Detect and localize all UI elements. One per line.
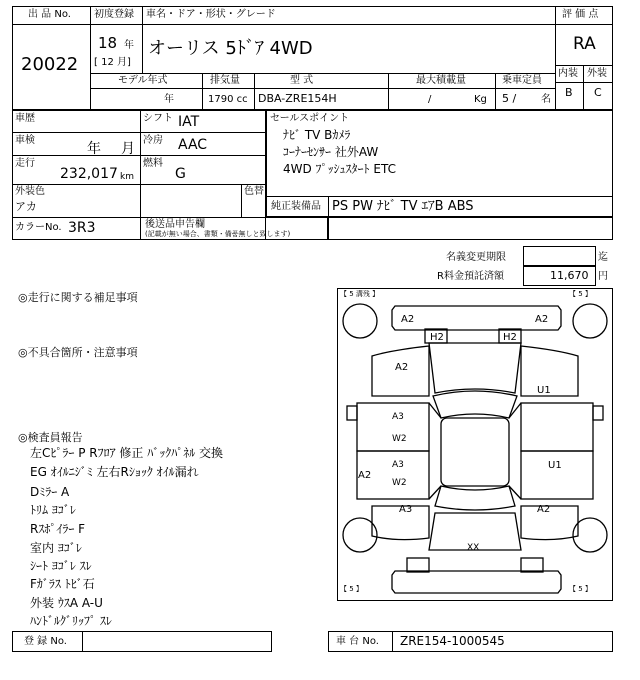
note-line: ﾊﾝﾄﾞﾙｸﾞﾘｯﾌﾟ ｽﾚ	[30, 614, 112, 628]
mark-door-fl-2: W2	[392, 434, 407, 444]
recycle-unit: 円	[598, 271, 608, 282]
reg-no-divider	[82, 631, 83, 652]
color-no-value: 3R3	[68, 220, 96, 236]
month-value: [ 12 月]	[94, 57, 131, 68]
recycle-label: R料金預託済額	[437, 271, 504, 282]
grade-label: 評 価 点	[562, 9, 599, 20]
tire-depth-top-left: 【 5 溝残 】	[340, 290, 380, 298]
mark-quarter-left: A3	[399, 504, 413, 515]
fuel-value: G	[175, 166, 186, 182]
first-reg-divider	[142, 6, 143, 73]
ac-value: AAC	[178, 137, 208, 153]
mirror-left	[347, 406, 357, 420]
mark-side-left: A2	[358, 470, 372, 481]
sales-line-1: ﾅﾋﾞ TV Bｶﾒﾗ	[283, 128, 351, 142]
note-line: Dﾐﾗｰ A	[30, 485, 70, 499]
shift-label: シフト	[143, 113, 173, 124]
spec-mid	[90, 88, 556, 89]
grade-divider-v	[583, 65, 584, 110]
type-label: 型 式	[290, 75, 314, 86]
year-value: 18	[98, 34, 118, 52]
interior-label: 内装	[558, 68, 578, 79]
spec-v3	[388, 73, 389, 110]
taillight-left	[407, 558, 429, 572]
after-note: (記載が無い場合、書類・備품無しと致します)	[145, 230, 291, 238]
after-label: 後送品申告欄	[145, 219, 205, 230]
mark-front-right: A2	[535, 314, 549, 325]
note-line: 左Cﾋﾟﾗｰ P Rﾌﾛｱ 修正 ﾊﾞｯｸﾊﾟﾈﾙ 交換	[30, 446, 224, 460]
chassis-label: 車 台 No.	[336, 636, 379, 647]
defect-title: ◎不具合箇所・注意事項	[18, 346, 138, 359]
displacement-value: 1790 cc	[208, 94, 248, 105]
grade-divider-2	[555, 65, 613, 66]
sales-line-2: ｺｰﾅｰｾﾝｻｰ 社外AW	[283, 145, 379, 159]
driving-title: ◎走行に関する補足事項	[18, 291, 138, 304]
car-name: オーリス 5ﾄﾞｱ 4WD	[148, 38, 313, 59]
note-line: Fｶﾞﾗｽ ﾄﾋﾞ石	[30, 577, 95, 591]
color-value: アカ	[15, 200, 37, 213]
note-line: ﾄﾘﾑ ﾖｺﾞﾚ	[30, 503, 76, 517]
note-line: 外装 ｳｽA A-U	[30, 596, 103, 610]
mark-h2-right: H2	[503, 332, 517, 343]
door-rear-right	[521, 451, 593, 499]
color-label: 外装色	[15, 186, 45, 197]
name-change-label: 名義変更期限	[446, 252, 506, 263]
car-diagram	[337, 288, 613, 601]
sales-line-3: 4WD ﾌﾟｯｼｭｽﾀｰﾄ ETC	[283, 162, 396, 176]
door-front-right	[521, 403, 593, 451]
note-line: EG ｵｲﾙﾆｼﾞﾐ 左右Rｼｮｯｸ ｵｲﾙ漏れ	[30, 465, 199, 479]
displacement-label: 排気量	[210, 75, 240, 86]
type-value: DBA-ZRE154H	[258, 92, 337, 105]
note-line: 室内 ﾖｺﾞﾚ	[30, 541, 82, 555]
spec-v2	[254, 73, 255, 110]
rear-bumper	[392, 571, 561, 593]
interior-value: B	[565, 86, 573, 99]
mileage-value: 232,017	[60, 166, 118, 182]
grade-value: RA	[573, 34, 596, 54]
shift-value: IAT	[178, 114, 200, 130]
mark-fender-left: A2	[395, 362, 409, 373]
inspector-title: ◎検査員報告	[18, 431, 83, 444]
tire-front-right	[573, 304, 607, 338]
car-header-divider	[90, 24, 556, 25]
mark-fender-right: U1	[537, 385, 551, 396]
equip-value: PS PW ﾅﾋﾞ TV ｴｱB ABS	[332, 199, 474, 214]
spec-top	[90, 73, 556, 74]
load-slash: /	[428, 94, 432, 105]
color-no-label: カラーNo.	[15, 222, 62, 233]
mileage-unit: km	[120, 172, 134, 182]
spec-v4	[495, 73, 496, 110]
mirror-right	[593, 406, 603, 420]
model-year-label: モデル年式	[118, 75, 168, 86]
name-change-unit: 迄	[598, 252, 608, 263]
capacity-value: 5 /	[502, 92, 517, 105]
spec-v1	[202, 73, 203, 110]
rear-window	[435, 486, 515, 510]
load-label: 最大積載量	[416, 75, 466, 86]
inspection-year: 年	[87, 141, 101, 157]
lot-number: 20022	[21, 54, 79, 75]
tire-front-left	[343, 304, 377, 338]
year-unit: 年	[124, 40, 134, 51]
reg-no-label: 登 録 No.	[24, 636, 67, 647]
mark-door-fl-1: A3	[392, 412, 404, 422]
capacity-label: 乗車定員	[502, 75, 542, 86]
note-line: Rｽﾎﾟｲﾗｰ F	[30, 522, 86, 536]
windshield	[433, 391, 517, 418]
equip-divider	[328, 196, 329, 217]
fuel-label: 燃料	[143, 158, 163, 169]
tire-depth-top-right: 【 5 】	[569, 290, 592, 298]
first-reg-label: 初度登録	[94, 9, 134, 20]
taillight-right	[521, 558, 543, 572]
grade-divider	[555, 24, 613, 25]
capacity-unit: 名	[541, 94, 551, 105]
recycle-value: 11,670	[550, 269, 589, 282]
lot-label: 出 品 No.	[28, 9, 71, 20]
chassis-value: ZRE154-1000545	[400, 634, 505, 648]
inspection-month: 月	[121, 141, 135, 157]
details-h3	[12, 184, 266, 185]
grade-box	[555, 6, 613, 110]
sales-divider	[266, 196, 613, 197]
mark-door-rr: U1	[548, 460, 562, 471]
car-label: 車名・ドア・形状・グレード	[146, 9, 276, 20]
load-unit: Kg	[474, 94, 487, 105]
chassis-divider	[392, 631, 393, 652]
mark-door-rl-2: W2	[392, 478, 407, 488]
equip-label: 純正装備品	[271, 201, 321, 212]
roof	[441, 418, 509, 486]
sales-title: セールスポイント	[270, 113, 350, 124]
exterior-value: C	[594, 86, 602, 99]
blank-box	[328, 217, 613, 240]
tire-depth-bottom-right: 【 5 】	[569, 585, 592, 593]
grade-divider-3	[555, 82, 613, 83]
details-v1	[140, 110, 141, 217]
lot-divider	[12, 24, 91, 25]
details-h2	[12, 155, 266, 156]
mileage-label: 走行	[15, 158, 35, 169]
mark-front-left: A2	[401, 314, 415, 325]
name-change-field	[523, 246, 596, 266]
mark-rear: XX	[467, 543, 480, 553]
tire-depth-bottom-left: 【 5 】	[340, 585, 363, 593]
inspection-label: 車検	[15, 135, 35, 146]
note-line: ｼｰﾄ ﾖｺﾞﾚ ｽﾚ	[30, 559, 92, 573]
mark-h2-left: H2	[430, 332, 444, 343]
exterior-label: 外装	[587, 68, 607, 79]
details-v2	[241, 184, 242, 217]
color-alt-label: 色替	[244, 186, 264, 197]
mark-door-rl-1: A3	[392, 460, 404, 470]
ac-label: 冷房	[143, 135, 163, 146]
details-h1	[12, 132, 266, 133]
model-year-value: 年	[164, 94, 174, 105]
history-label: 車歴	[15, 113, 35, 124]
mark-quarter-right: A2	[537, 504, 551, 515]
hood	[429, 343, 521, 393]
